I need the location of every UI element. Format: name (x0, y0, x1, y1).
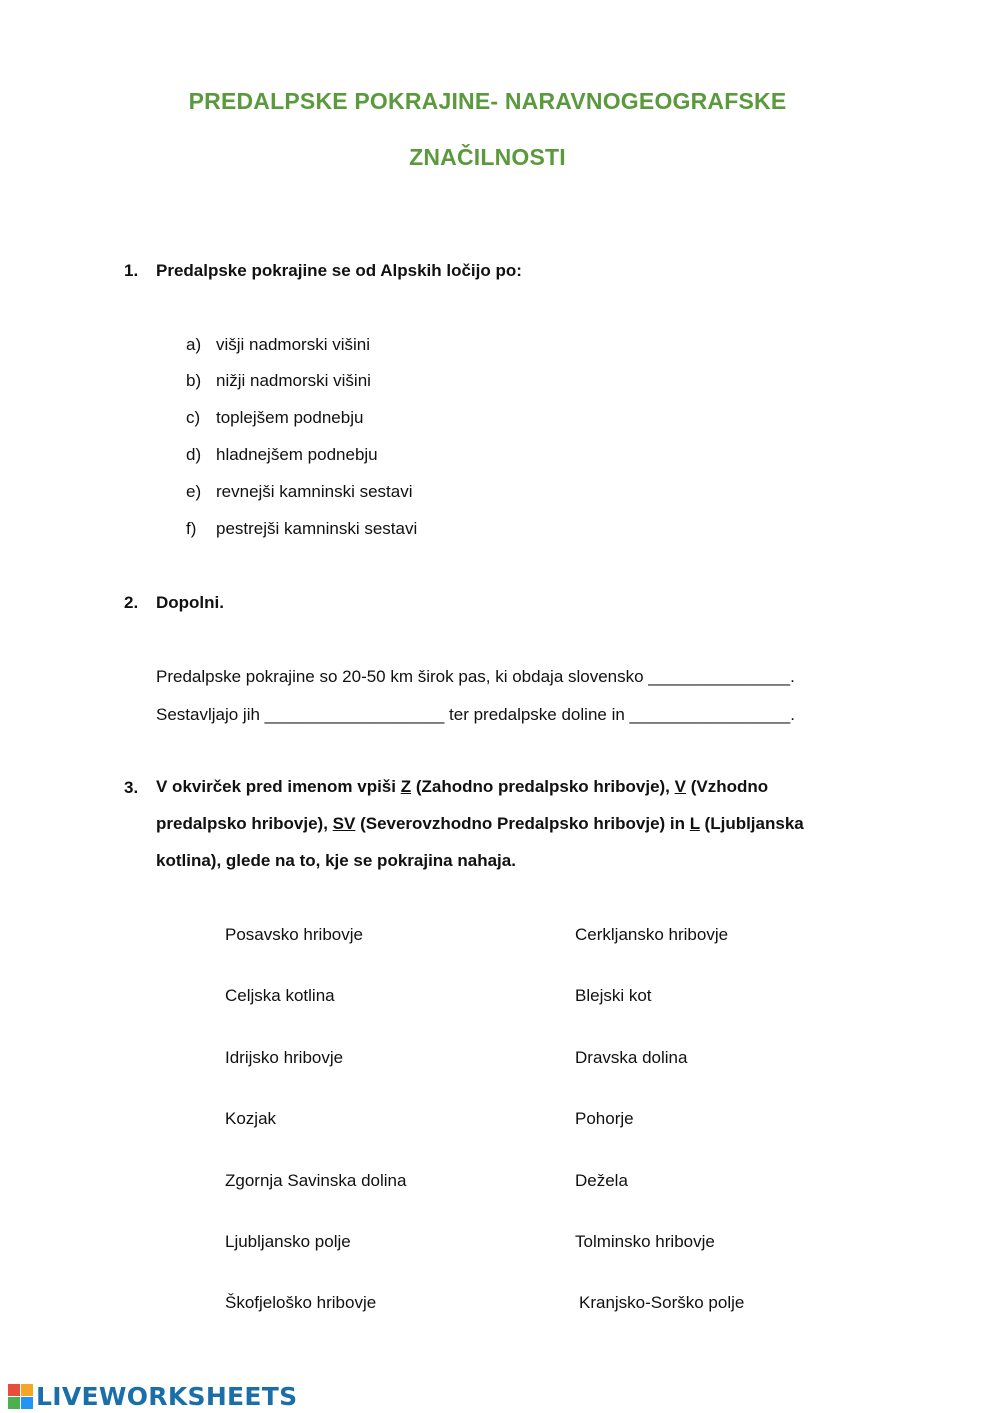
worksheet-title-line-2: ZNAČILNOSTI (409, 144, 566, 170)
option-letter: e) (186, 482, 202, 501)
option-letter: c) (186, 408, 201, 427)
question-2-number: 2. (124, 593, 139, 612)
option-text: nižji nadmorski višini (216, 371, 371, 390)
worksheet-title-line-1: PREDALPSKE POKRAJINE- NARAVNOGEOGRAFSKE (188, 88, 787, 114)
question-3-number: 3. (124, 778, 139, 797)
region-item[interactable]: Cerkljansko hribovje (575, 925, 729, 944)
option-d[interactable] (186, 445, 378, 465)
option-text: revnejši kamninski sestavi (216, 482, 413, 501)
q3-part: (Severovzhodno Predalpsko hribovje) in (355, 814, 690, 833)
option-e[interactable] (186, 482, 413, 502)
option-c[interactable] (186, 408, 363, 428)
region-item[interactable]: Kranjsko-Sorško polje (579, 1293, 745, 1312)
fill-in-sentence-1[interactable]: Predalpske pokrajine so 20-50 km širok pas, ki obdaja slovensko _______________. (156, 667, 795, 686)
question-2-text: Dopolni. (156, 593, 224, 612)
region-item[interactable]: Idrijsko hribovje (225, 1048, 344, 1067)
option-letter: b) (186, 371, 202, 390)
option-f[interactable] (186, 519, 417, 539)
option-text: višji nadmorski višini (216, 335, 370, 354)
code-l: L (689, 814, 700, 833)
option-text: toplejšem podnebju (216, 408, 364, 427)
question-1-number: 1. (124, 261, 139, 280)
question-1-text: Predalpske pokrajine se od Alpskih ločijo po: (156, 261, 522, 280)
fill-in-sentence-2[interactable]: Sestavljajo jih ___________________ ter predalpske doline in _________________. (156, 705, 795, 724)
q3-part: V okvirček pred imenom vpiši (156, 777, 401, 796)
region-item[interactable]: Zgornja Savinska dolina (225, 1171, 407, 1190)
q3-part: (Zahodno predalpsko hribovje), (411, 777, 675, 796)
option-text: pestrejši kamninski sestavi (216, 519, 418, 538)
q3-part: (Ljubljanska kotlina), glede na to, kje se pokrajina nahaja. (156, 814, 804, 870)
region-item[interactable]: Posavsko hribovje (225, 925, 363, 944)
region-item[interactable]: Pohorje (575, 1109, 634, 1128)
region-item[interactable]: Tolminsko hribovje (575, 1232, 715, 1251)
option-letter: d) (186, 445, 202, 464)
region-item[interactable]: Celjska kotlina (225, 986, 335, 1005)
logo-blocks-icon (8, 1384, 33, 1409)
code-z: Z (400, 777, 412, 796)
region-item[interactable]: Dravska dolina (575, 1048, 688, 1067)
code-v: V (674, 777, 686, 796)
option-text: hladnejšem podnebju (216, 445, 378, 464)
question-3-text (156, 768, 836, 879)
option-b[interactable] (186, 371, 371, 391)
region-item[interactable]: Ljubljansko polje (225, 1232, 351, 1251)
region-item[interactable]: Škofjeloško hribovje (225, 1293, 377, 1312)
brand-name: LIVEWORKSHEETS (36, 1381, 298, 1411)
option-letter: a) (186, 335, 202, 354)
q3-part: (Vzhodno predalpsko hribovje), (156, 777, 769, 833)
code-sv: SV (332, 814, 356, 833)
option-a[interactable] (186, 335, 370, 355)
option-letter: f) (186, 519, 197, 538)
liveworksheets-logo (8, 1380, 297, 1412)
region-item[interactable]: Blejski kot (575, 986, 652, 1005)
region-item[interactable]: Kozjak (225, 1109, 277, 1128)
region-item[interactable]: Dežela (575, 1171, 628, 1190)
